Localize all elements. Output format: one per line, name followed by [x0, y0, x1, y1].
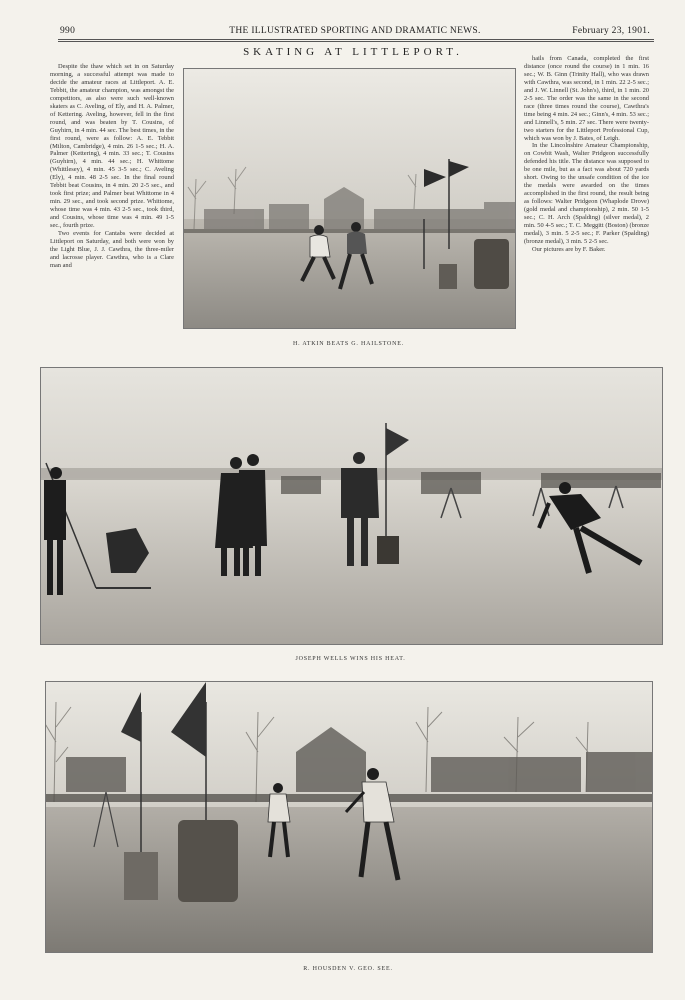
paragraph: In the Lincolnshire Amateur Championship, on Cowbit Wash, Walter Pridgeon successfully defended his title. The distance was supposed to be one mile, but as a fact was about 720 yards short. Owing to the unsafe condition of the ice the medals were awarded on the times accomplished in the first round, the result being as follows: Walter Pridgeon (Whaplode Drove) (gold medal and championship), 2 min. 50 1-5 sec.; C. H. Arch (Spalding) (silver medal), 2 min. 50 4-5 sec.; T. C. Meggitt (Boston) (bronze medal), 3 min. 5 2-5 sec.; F. Parker (Spalding) (bronze medal), 3 min. 5 2-5 sec. [524, 142, 649, 245]
header-rule-bottom [58, 41, 654, 42]
header-rule-top [58, 39, 654, 40]
caption-photo2: JOSEPH WELLS WINS HIS HEAT. [295, 656, 406, 662]
page-number: 990 [60, 26, 76, 36]
left-text-column [50, 63, 174, 270]
caption-photo1: H. ATKIN BEATS G. HAILSTONE. [292, 341, 405, 347]
photo-atkin-hailstone [183, 68, 516, 329]
paragraph: hails from Canada, completed the first distance (once round the course) in 1 min. 16 sec.; W. B. Ginn (Trinity Hall), who was drawn with Cawthra, was second, in 1 min. 22 2-5 sec.; and J. W. Linnell (St. John's), third, in 1 min. 20 2-5 sec. The order was the same in the second race (three times round the course), Cawthra's time being 4 min. 24 sec.; Ginn's, 4 min. 53 sec.; and Linnell's, 5 min. 27 sec. There were twenty-two starters for the Littleport Professional Cup, which was won by J. Bates, of Leigh. [524, 55, 649, 142]
article-title: SKATING AT LITTLEPORT. [243, 46, 463, 58]
issue-date: February 23, 1901. [572, 26, 650, 36]
photo-joseph-wells [40, 367, 663, 645]
paragraph: Two events for Cantabs were decided at Littleport on Saturday, and both were won by the Light Blue, J. J. Cawthra, the three-miler and lacrosse player. Cawthra, who is a Clare man and [50, 230, 174, 269]
caption-photo3: R. HOUSDEN V. GEO. SEE. [303, 966, 393, 972]
right-text-column [524, 55, 649, 254]
paragraph: Our pictures are by F. Baker. [532, 245, 606, 253]
photo-housden-see [45, 681, 653, 953]
publication-title: THE ILLUSTRATED SPORTING AND DRAMATIC NEWS. [229, 26, 481, 36]
paragraph: Despite the thaw which set in on Saturday morning, a successful attempt was made to decide the amateur races at Littleport. A. E. Tebbit, the amateur champion, was amongst the competitors, as also were such well-known skaters as C. Aveling, of Ely, and H. A. Palmer, of Kettering. Aveling, however, fell in the first round, and was beaten by T. Cousins, of Guyhirn, in 4 min. 44 sec. The best times, in the first round, were as follow: A. E. Tebbit (Milton, Cambridge), 4 min. 26 1-5 sec.; H. A. Palmer (Kettering), 4 min. 33 sec.; T. Cousins (Guyhirn), 4 min. 44 sec.; H. Whittome (Whittlesey), 4 min. 45 3-5 sec.; C. Aveling (Ely), 4 min. 48 2-5 sec. In the final round Tebbit beat Cousins, in 4 min. 20 2-5 sec., and took first prize; and Palmer beat Whittome in 4 min. 29 sec., and took second prize. Whittome, whose time was 4 min. 43 2-5 sec., took third, and Cousins, whose time was 4 min. 49 1-5 sec., fourth prize. [50, 63, 174, 230]
